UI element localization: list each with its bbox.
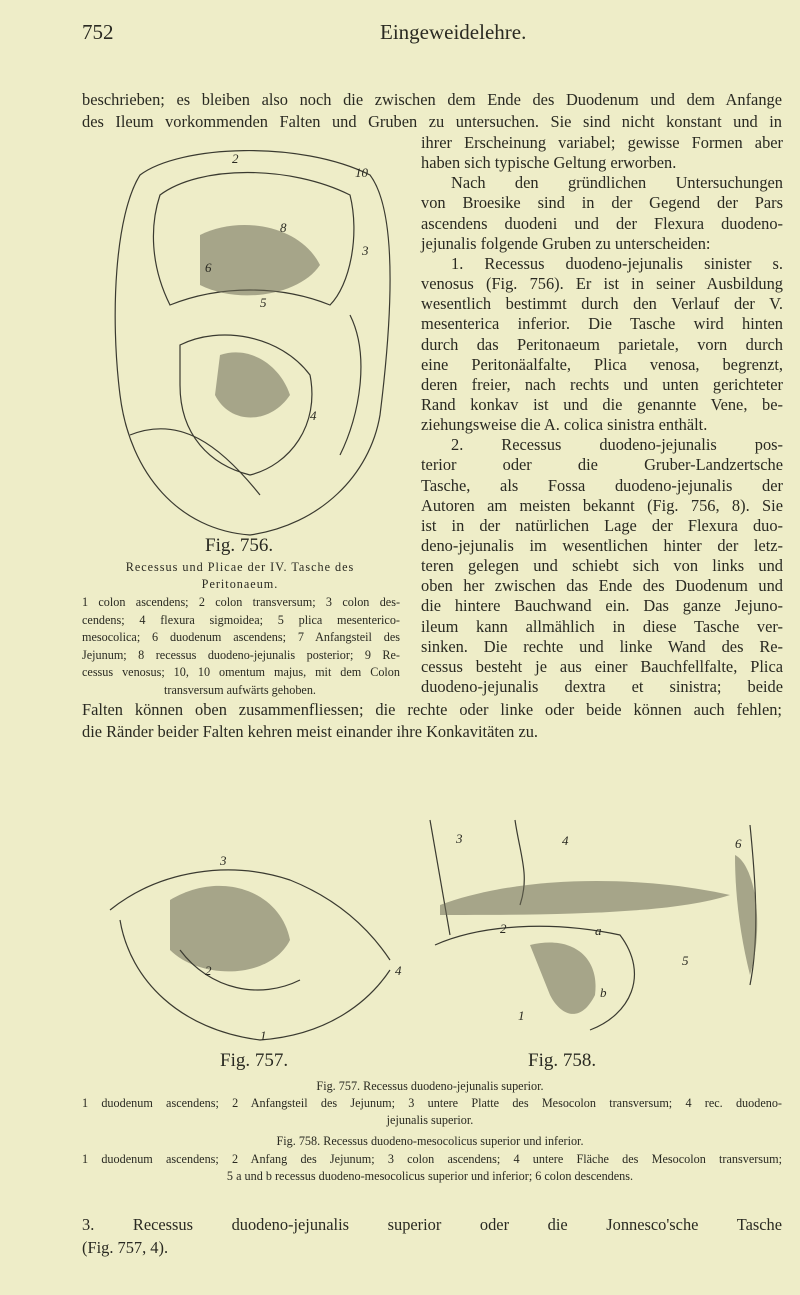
text-line: duodeno-jejunalis dextra et sinistra; beide <box>421 677 783 697</box>
text-line: die hintere Bauchwand ein. Das ganze Jejuno- <box>421 596 783 616</box>
text-line: jejunalis folgende Gruben zu unterscheiden: <box>421 233 711 253</box>
figure-756-illustration <box>100 135 400 545</box>
page-number: 752 <box>82 20 114 44</box>
caption-line: mesocolica; 6 duodenum ascendens; 7 Anfangsteil des <box>82 630 400 645</box>
figure-758-label: Fig. 758. <box>528 1050 597 1071</box>
fig756-label-8: 8 <box>280 220 287 235</box>
fig758-label-b: b <box>600 985 607 1000</box>
fig757-label-1: 1 <box>260 1028 267 1043</box>
text-line: von Broesike sind in der Gegend der Pars <box>421 193 783 213</box>
figure-757-caption-title: Fig. 757. Recessus duodeno-jejunalis superior. <box>316 1079 544 1093</box>
text-line: die Ränder beider Falten kehren meist einander ihre Konkavitäten zu. <box>82 721 539 741</box>
figure-756-label: Fig. 756. <box>205 535 274 556</box>
fig756-label-10: 10 <box>355 165 368 180</box>
fig756-label-2: 2 <box>232 151 239 166</box>
fig757-label-3: 3 <box>220 853 227 868</box>
figure-758-caption-title: Fig. 758. Recessus duodeno-mesocolicus superior und inferior. <box>276 1134 584 1148</box>
fig758-label-1: 1 <box>518 1008 525 1023</box>
text-line: ihrer Erscheinung variabel; gewisse Formen aber <box>421 133 783 152</box>
text-line: mesenterica inferior. Die Tasche wird hinten <box>421 314 783 334</box>
fig756-label-3: 3 <box>362 243 369 258</box>
running-title: Eingeweidelehre. <box>380 20 527 44</box>
text-line: deren freier, nach rechts und unten gerichteter <box>421 374 783 394</box>
text-line: Nach den gründlichen Untersuchungen <box>451 173 783 193</box>
text-line: beschrieben; es bleiben also noch die zwischen dem Ende des Duodenum und dem Anfange <box>82 90 782 109</box>
fig756-label-6: 6 <box>205 260 212 275</box>
figure-757-caption-last: jejunalis superior. <box>386 1113 474 1127</box>
text-line: wesentlich bestimmt durch den Verlauf der V. <box>421 294 783 314</box>
figure-756-caption-title2: Peritonaeum. <box>201 577 279 591</box>
fig757-label-4: 4 <box>395 963 402 978</box>
figure-758-caption-last: 5 a und b recessus duodeno-mesocolicus superior und inferior; 6 colon descendens. <box>226 1169 634 1183</box>
text-line: durch das Peritonaeum parietale, vorn durch <box>421 334 783 354</box>
text-line: venosus (Fig. 756). Er ist in seiner Ausbildung <box>421 274 783 294</box>
fig757-label-2: 2 <box>205 963 212 978</box>
text-line: Falten können oben zusammenfliessen; die rechte oder linke oder beide können auch fehlen; <box>82 700 782 719</box>
figure-757-label: Fig. 757. <box>220 1050 289 1071</box>
figure-758-illustration <box>420 815 790 1045</box>
fig758-label-a: a <box>595 923 602 938</box>
text-line: oben her zwischen das Ende des Duodenum und <box>421 576 783 596</box>
text-line: Autoren am meisten bekannt (Fig. 756, 8). Sie <box>421 495 783 515</box>
text-line: Rand konkav ist und die genannte Vene, be- <box>421 394 783 414</box>
fig758-label-6: 6 <box>735 836 742 851</box>
caption-line: cessus venosus; 10, 10 omentum majus, mit dem Colon <box>82 665 400 680</box>
text-line: cessus besteht je aus einer Bauchfellfalte, Plica <box>421 656 783 676</box>
text-line: ziehungsweise die A. colica sinistra enthält. <box>421 415 708 435</box>
text-line: sinken. Die rechte und linke Wand des Re- <box>421 636 783 656</box>
final-paragraph-line: 3. Recessus duodeno-jejunalis superior oder die Jonnesco'sche Tasche <box>82 1215 782 1234</box>
figure-756-caption-title: Recessus und Plicae der IV. Tasche des <box>125 560 355 574</box>
text-line: ascendens duodeni und der Flexura duodeno- <box>421 213 783 233</box>
text-line: 1. Recessus duodeno-jejunalis sinister s. <box>451 253 783 273</box>
caption-line: 1 colon ascendens; 2 colon transversum; 3 colon des- <box>82 595 400 609</box>
figure-756-caption-last: transversum aufwärts gehoben. <box>164 683 316 697</box>
caption-line: Jejunum; 8 recessus duodeno-jejunalis posterior; 9 Re- <box>82 647 400 662</box>
fig758-label-3: 3 <box>456 831 463 846</box>
text-line: haben sich typische Geltung erworben. <box>421 153 677 173</box>
figure-758-caption: 1 duodenum ascendens; 2 Anfang des Jejunum; 3 colon ascendens; 4 untere Fläche des Mesocolon transversum; <box>82 1152 782 1166</box>
figure-757-caption: 1 duodenum ascendens; 2 Anfangsteil des Jejunum; 3 untere Platte des Mesocolon transversum; 4 rec. duodeno- <box>82 1096 782 1110</box>
text-line: 2. Recessus duodeno-jejunalis pos- <box>451 435 783 455</box>
figure-757-illustration <box>90 850 410 1050</box>
text-line: des Ileum vorkommenden Falten und Gruben zu untersuchen. Sie sind nicht konstant und in <box>82 111 782 131</box>
fig758-label-2: 2 <box>500 921 507 936</box>
text-line: Tasche, als Fossa duodeno-jejunalis der <box>421 475 783 495</box>
final-paragraph-line: (Fig. 757, 4). <box>82 1238 169 1257</box>
fig756-label-4: 4 <box>310 408 317 423</box>
text-line: deno-jejunalis im wesentlichen hinter der letz- <box>421 536 783 555</box>
text-line: eine Peritonäalfalte, Plica venosa, begrenzt, <box>421 354 783 374</box>
text-line: teren gelegen und schiebt sich von links und <box>421 556 783 576</box>
text-line: ist in der natürlichen Lage der Flexura duo- <box>421 515 783 535</box>
fig756-label-5: 5 <box>260 295 267 310</box>
fig758-label-5: 5 <box>682 953 689 968</box>
text-line: terior oder die Gruber-Landzertsche <box>421 455 783 475</box>
fig758-label-4: 4 <box>562 833 569 848</box>
text-line: ileum kann allmählich in diese Tasche ver- <box>421 616 783 636</box>
caption-line: cendens; 4 flexura sigmoidea; 5 plica mesenterico- <box>82 612 400 627</box>
